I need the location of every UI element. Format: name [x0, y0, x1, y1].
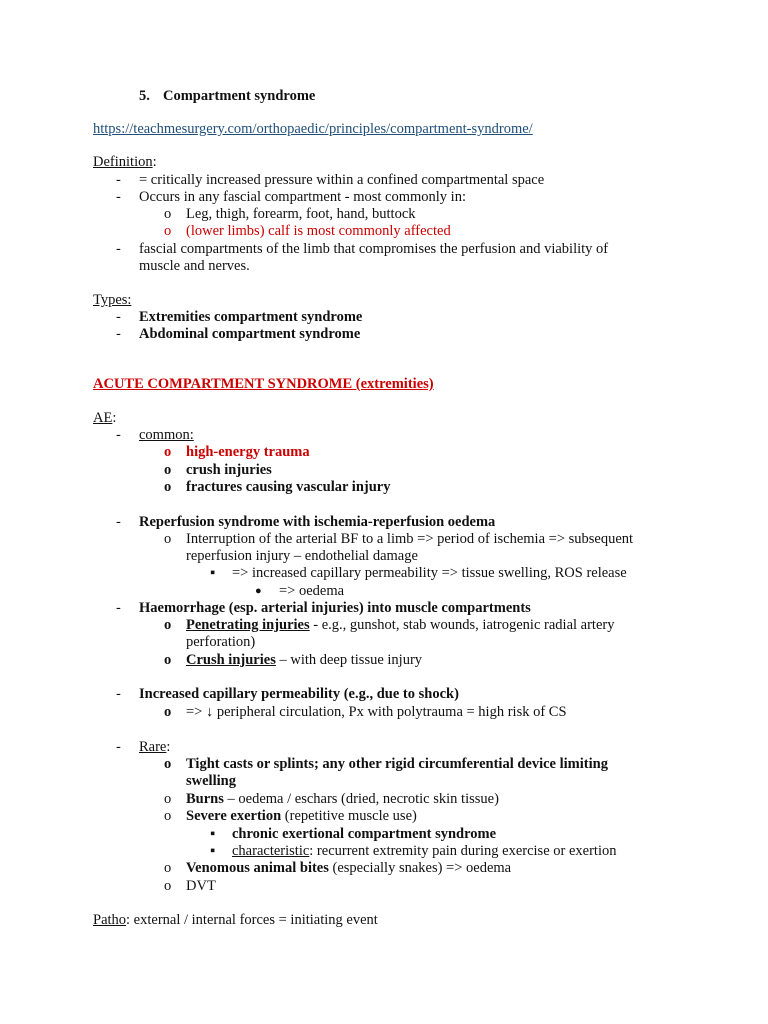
circle-marker: o — [164, 462, 172, 478]
dash-marker: - — [116, 739, 121, 755]
types-item: Abdominal compartment syndrome — [139, 326, 361, 342]
dvt-subitem: DVT — [186, 878, 216, 894]
circle-marker: o — [164, 791, 172, 807]
circle-marker: o — [164, 206, 172, 222]
definition-item-continued: muscle and nerves. — [139, 258, 250, 274]
circle-marker: o — [164, 808, 172, 824]
burns-subitem — [186, 791, 499, 808]
penetrating-text: - e.g., gunshot, stab wounds, iatrogenic radial artery — [309, 617, 615, 633]
burns-text: – oedema / eschars (dried, necrotic skin tissue) — [223, 791, 499, 807]
definition-item: Occurs in any fascial compartment - most commonly in: — [139, 189, 466, 205]
circle-marker: o — [164, 878, 172, 894]
crush-subitem — [186, 652, 422, 669]
patho-label: Patho — [93, 912, 127, 928]
definition-label-text: Definition — [93, 154, 153, 170]
dash-marker: - — [116, 600, 121, 616]
penetrating-subitem-continued: perforation) — [186, 634, 256, 650]
reperfusion-subitem: Interruption of the arterial BF to a limb => period of ischemia => subsequent — [186, 531, 634, 547]
dash-marker: - — [116, 427, 121, 443]
definition-colon: : — [152, 154, 157, 170]
rare-label-text: Rare — [139, 739, 167, 755]
circle-marker: o — [164, 617, 172, 633]
rare-subitem-continued: swelling — [186, 773, 236, 789]
crush-label: Crush injuries — [186, 652, 276, 668]
circle-marker: o — [164, 479, 172, 495]
ae-colon: : — [112, 410, 117, 426]
exertion-label: Severe exertion — [186, 808, 282, 824]
reperfusion-item: Reperfusion syndrome with ischemia-reperfusion oedema — [139, 514, 496, 530]
circle-marker: o — [164, 223, 172, 239]
circle-marker: o — [164, 652, 172, 668]
dash-marker: - — [116, 241, 121, 257]
rare-subitem: Tight casts or splints; any other rigid circumferential device limiting — [186, 756, 608, 772]
square-marker: ▪ — [210, 843, 216, 859]
venom-subitem — [186, 860, 511, 877]
characteristic-label: characteristic — [232, 843, 310, 859]
circle-marker: o — [164, 860, 172, 876]
rare-label — [139, 739, 170, 756]
circle-marker: o — [164, 756, 172, 772]
common-item: high-energy trauma — [186, 444, 310, 460]
common-item: fractures causing vascular injury — [186, 479, 391, 495]
definition-item: fascial compartments of the limb that compromises the perfusion and viability of — [139, 241, 609, 257]
definition-item: = critically increased pressure within a confined compartmental space — [139, 172, 545, 188]
definition-subitem: (lower limbs) calf is most commonly affected — [186, 223, 451, 239]
venom-label: Venomous animal bites — [186, 860, 329, 876]
characteristic-text: : recurrent extremity pain during exercise or exertion — [309, 843, 617, 859]
exertion-subsubitem: chronic exertional compartment syndrome — [232, 826, 497, 842]
dash-marker: - — [116, 309, 121, 325]
dot-marker: ● — [255, 585, 262, 597]
circle-marker: o — [164, 444, 172, 460]
rare-colon: : — [166, 739, 171, 755]
reperfusion-subitem-continued: reperfusion injury – endothelial damage — [186, 548, 418, 564]
penetrating-subitem — [186, 617, 614, 634]
crush-text: – with deep tissue injury — [275, 652, 423, 668]
ae-label-text: AE — [93, 410, 113, 426]
penetrating-label: Penetrating injuries — [186, 617, 310, 633]
dash-marker: - — [116, 172, 121, 188]
common-item: crush injuries — [186, 462, 272, 478]
dash-marker: - — [116, 189, 121, 205]
types-label: Types: — [93, 292, 132, 308]
reference-link[interactable]: https://teachmesurgery.com/orthopaedic/principles/compartment-syndrome/ — [93, 121, 533, 137]
capillary-item: Increased capillary permeability (e.g., due to shock) — [139, 686, 459, 702]
square-marker: ▪ — [210, 565, 216, 581]
dash-marker: - — [116, 514, 121, 530]
reperfusion-level4-item: => oedema — [279, 583, 345, 599]
ae-label — [93, 410, 116, 427]
patho-text: : external / internal forces = initiating event — [126, 912, 378, 928]
square-marker: ▪ — [210, 826, 216, 842]
capillary-subitem: => ↓ peripheral circulation, Px with polytrauma = high risk of CS — [186, 704, 567, 720]
definition-label — [93, 154, 157, 171]
venom-text: (especially snakes) => oedema — [328, 860, 512, 876]
reperfusion-subsubitem: => increased capillary permeability => tissue swelling, ROS release — [232, 565, 627, 581]
heading-number: 5. — [139, 88, 150, 104]
exertion-text: (repetitive muscle use) — [281, 808, 417, 824]
section-heading-acute: ACUTE COMPARTMENT SYNDROME (extremities) — [93, 376, 434, 392]
burns-label: Burns — [186, 791, 224, 807]
patho-line — [93, 912, 378, 929]
common-label: common: — [139, 427, 194, 443]
dash-marker: - — [116, 326, 121, 342]
definition-subitem: Leg, thigh, forearm, foot, hand, buttock — [186, 206, 416, 222]
exertion-subitem — [186, 808, 417, 825]
page-title: Compartment syndrome — [163, 88, 316, 104]
circle-marker: o — [164, 531, 172, 547]
types-item: Extremities compartment syndrome — [139, 309, 363, 325]
circle-marker: o — [164, 704, 172, 720]
haemorrhage-item: Haemorrhage (esp. arterial injuries) into muscle compartments — [139, 600, 531, 616]
dash-marker: - — [116, 686, 121, 702]
exertion-subsubitem — [232, 843, 616, 860]
